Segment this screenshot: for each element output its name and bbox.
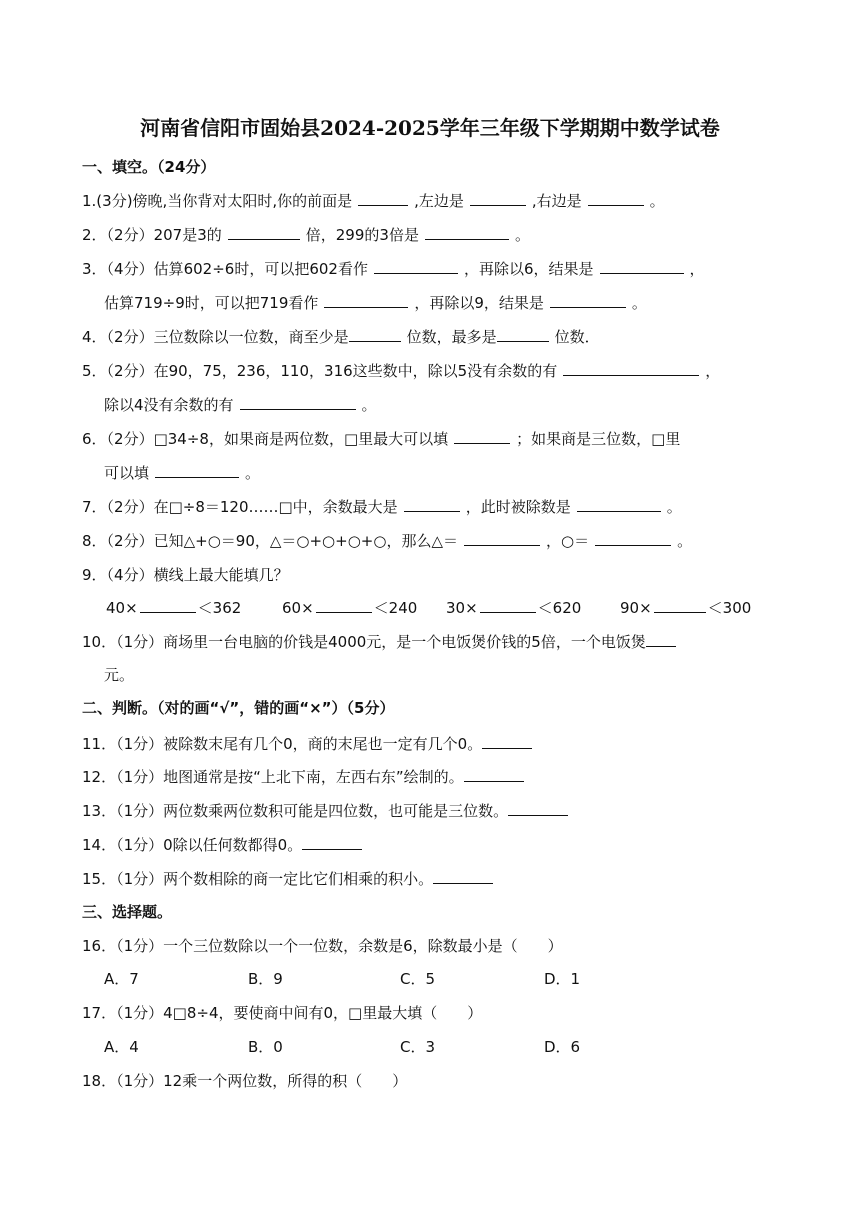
question-3 — [82, 258, 705, 279]
section-heading-true-false: 二、判断。（对的画“√”，错的画“×”）（5分） — [82, 699, 395, 717]
question-15 — [82, 868, 493, 889]
question-5-cont — [104, 394, 377, 415]
question-4 — [82, 326, 600, 347]
q16-option-a: A．7 — [104, 970, 139, 988]
q16-option-b: B．9 — [248, 970, 283, 988]
question-17: 17．（1分）4□8÷4，要使商中间有0，□里最大填（ ） — [82, 1004, 483, 1022]
q16-option-d: D．1 — [544, 970, 581, 988]
answer-blank — [482, 734, 532, 749]
q8-text: ，○＝ — [546, 532, 590, 550]
answer-blank — [358, 191, 408, 206]
answer-blank — [155, 463, 239, 478]
answer-blank — [240, 395, 356, 410]
q9-expr-text: ＜362 — [197, 599, 242, 617]
q3-text: ， — [689, 260, 705, 278]
answer-blank — [646, 632, 676, 647]
answer-blank — [140, 598, 196, 613]
question-16: 16．（1分）一个三位数除以一个一位数，余数是6，除数最小是（ ） — [82, 937, 563, 955]
question-7 — [82, 496, 682, 517]
q11-text: 11．（1分）被除数末尾有几个0，商的末尾也一定有几个0。 — [82, 735, 483, 753]
q9-expr-text: 60× — [282, 599, 314, 617]
question-14 — [82, 834, 362, 855]
answer-blank — [316, 598, 372, 613]
question-12 — [82, 766, 524, 787]
section-heading-fill-in: 一、填空。（24分） — [82, 158, 216, 176]
answer-blank — [464, 767, 524, 782]
q16-option-c: C．5 — [400, 970, 436, 988]
q3-text: ，再除以6，结果是 — [463, 260, 594, 278]
q3-text: 。 — [631, 294, 647, 312]
question-13 — [82, 800, 568, 821]
answer-blank — [508, 801, 568, 816]
q17-option-b: B．0 — [248, 1038, 283, 1056]
q6-text: 可以填 — [104, 464, 150, 482]
q9-expression — [620, 597, 751, 618]
question-5 — [82, 360, 720, 381]
q8-text: 8．（2分）已知△+○＝90，△＝○+○+○+○，那么△＝ — [82, 532, 458, 550]
q3-text: ，再除以9，结果是 — [414, 294, 544, 312]
question-6-cont — [104, 462, 260, 483]
answer-blank — [464, 531, 540, 546]
answer-blank — [228, 225, 300, 240]
q17-option-d: D．6 — [544, 1038, 581, 1056]
q1-text: ,左边是 — [414, 192, 464, 210]
answer-blank — [470, 191, 526, 206]
q7-text: ，此时被除数是 — [465, 498, 571, 516]
q8-text: 。 — [677, 532, 693, 550]
q6-text: 。 — [245, 464, 261, 482]
q9-expr-text: 30× — [446, 599, 478, 617]
question-2 — [82, 224, 530, 245]
q2-text: 2．（2分）207是3的 — [82, 226, 222, 244]
answer-blank — [302, 835, 362, 850]
q1-text: 1.(3分)傍晚,当你背对太阳时,你的前面是 — [82, 192, 353, 210]
section-heading-multiple-choice: 三、选择题。 — [82, 903, 173, 921]
q13-text: 13．（1分）两位数乘两位数积可能是四位数，也可能是三位数。 — [82, 802, 509, 820]
question-8 — [82, 530, 692, 551]
answer-blank — [454, 429, 510, 444]
question-10 — [82, 631, 676, 652]
question-6 — [82, 428, 680, 449]
q4-text: 4．（2分）三位数除以一位数，商至少是 — [82, 328, 349, 346]
q5-text: 。 — [361, 396, 377, 414]
answer-blank — [324, 293, 408, 308]
q6-text: 6．（2分）□34÷8，如果商是两位数，□里最大可以填 — [82, 430, 449, 448]
q1-text: ,右边是 — [531, 192, 582, 210]
q9-expr-text: 90× — [620, 599, 652, 617]
answer-blank — [595, 531, 671, 546]
question-3-cont — [104, 292, 647, 313]
q5-text: 除以4没有余数的有 — [104, 396, 234, 414]
q7-text: 。 — [666, 498, 682, 516]
q9-expr-text: 40× — [106, 599, 138, 617]
answer-blank — [563, 361, 699, 376]
q9-expr-text: ＜620 — [537, 599, 582, 617]
answer-blank — [654, 598, 706, 613]
q2-text: 倍，299的3倍是 — [305, 226, 419, 244]
q9-expr-text: ＜240 — [373, 599, 418, 617]
answer-blank — [588, 191, 644, 206]
answer-blank — [577, 497, 661, 512]
q9-expression — [106, 597, 241, 618]
q9-expression — [446, 597, 581, 618]
q12-text: 12．（1分）地图通常是按“上北下南，左西右东”绘制的。 — [82, 768, 464, 786]
answer-blank — [600, 259, 684, 274]
q9-expr-text: ＜300 — [707, 599, 752, 617]
question-9: 9．（4分）横线上最大能填几？ — [82, 566, 289, 584]
q7-text: 7．（2分）在□÷8＝120……□中，余数最大是 — [82, 498, 398, 516]
answer-blank — [374, 259, 458, 274]
answer-blank — [349, 327, 401, 342]
q14-text: 14．（1分）0除以任何数都得0。 — [82, 836, 303, 854]
answer-blank — [425, 225, 509, 240]
question-1 — [82, 190, 665, 211]
question-18: 18．（1分）12乘一个两位数，所得的积（ ） — [82, 1072, 408, 1090]
q2-text: 。 — [514, 226, 530, 244]
q6-text: ；如果商是三位数，□里 — [516, 430, 681, 448]
q5-text: ， — [705, 362, 721, 380]
q3-text: 估算719÷9时，可以把719看作 — [104, 294, 319, 312]
q4-text: 位数． — [554, 328, 600, 346]
q9-expression — [282, 597, 417, 618]
q15-text: 15．（1分）两个数相除的商一定比它们相乘的积小。 — [82, 870, 434, 888]
q4-text: 位数，最多是 — [406, 328, 497, 346]
page-title: 河南省信阳市固始县2024-2025学年三年级下学期期中数学试卷 — [140, 116, 720, 140]
q17-option-a: A．4 — [104, 1038, 139, 1056]
q10-text: 10．（1分）商场里一台电脑的价钱是4000元，是一个电饭煲价钱的5倍，一个电饭煲 — [82, 633, 646, 651]
answer-blank — [550, 293, 626, 308]
q17-option-c: C．3 — [400, 1038, 436, 1056]
q5-text: 5．（2分）在90，75，236，110，316这些数中，除以5没有余数的有 — [82, 362, 558, 380]
q1-text: 。 — [649, 192, 665, 210]
answer-blank — [433, 869, 493, 884]
answer-blank — [404, 497, 460, 512]
answer-blank — [497, 327, 549, 342]
question-10-cont: 元。 — [104, 666, 135, 684]
answer-blank — [480, 598, 536, 613]
question-11 — [82, 733, 532, 754]
q3-text: 3．（4分）估算602÷6时，可以把602看作 — [82, 260, 368, 278]
